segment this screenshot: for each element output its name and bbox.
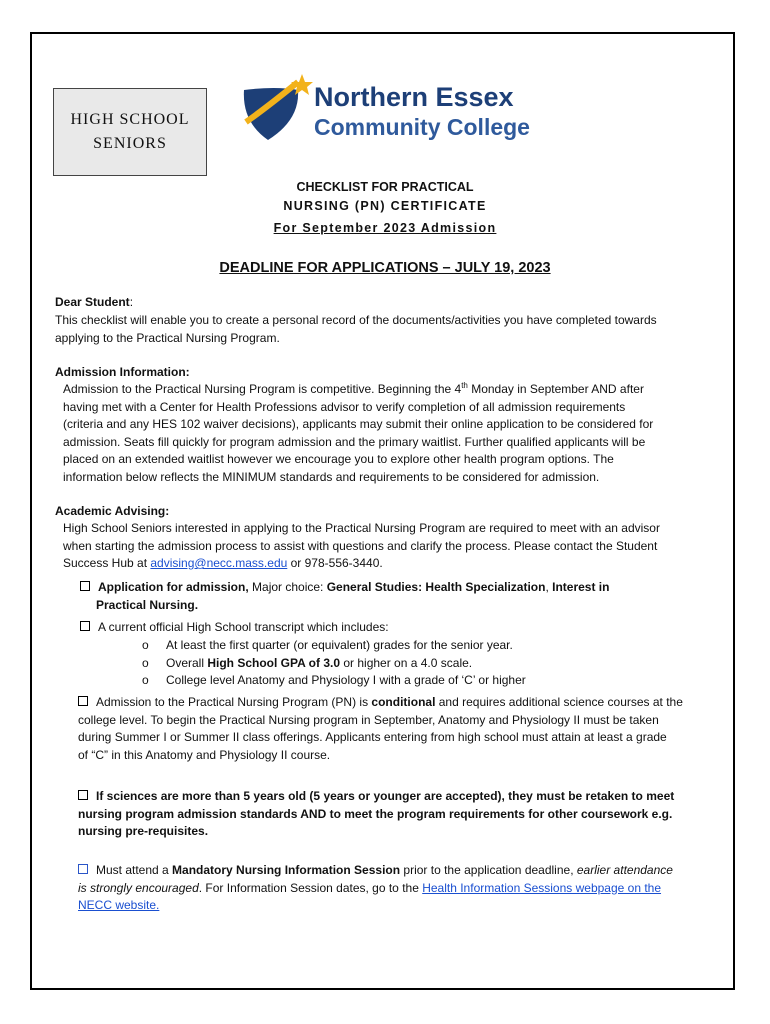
checkbox-conditional[interactable]: [78, 696, 88, 706]
checklist-item-application: [80, 579, 730, 614]
item3-line-2: college level. To begin the Practical Nursing program in September, Anatomy and Physiology II must be taken: [78, 712, 659, 727]
advising-line-3a: Success Hub at: [63, 556, 151, 570]
checklist-item-transcript: [80, 619, 730, 637]
title-line-1: CHECKLIST FOR PRACTICAL: [296, 180, 474, 194]
admission-paragraph: [63, 381, 733, 486]
admission-heading: Admission Information:: [55, 365, 190, 379]
shield-star-icon: [236, 72, 316, 152]
badge-line-2: SENIORS: [93, 135, 167, 152]
sub2-a: Overall: [166, 655, 208, 670]
necc-logo: [236, 72, 546, 152]
sublist-item-1: [142, 637, 732, 655]
item5-d: earlier attendance: [576, 863, 673, 877]
item4-line-1: If sciences are more than 5 years old (5 years or younger are accepted), they must be retaken to meet: [96, 789, 675, 803]
item5-e: is strongly encouraged: [78, 880, 199, 895]
item5-c: prior to the application deadline,: [400, 863, 577, 877]
advising-paragraph: [63, 520, 733, 573]
item2-intro: A current official High School transcript which includes:: [98, 620, 389, 634]
admission-line-6: information below reflects the MINIMUM standards and requirements to be considered for admission.: [63, 469, 600, 484]
admission-line-3: (criteria and any HES 102 waiver decisions), applicants may submit their online application to be considered for: [63, 417, 654, 431]
item1-comma: ,: [545, 580, 553, 594]
necc-website-link[interactable]: NECC website.: [78, 898, 160, 912]
checkbox-application[interactable]: [80, 581, 90, 591]
sub2-c: or higher on a 4.0 scale.: [340, 655, 473, 670]
admission-line-1: [63, 381, 733, 399]
logo-line-1: Northern Essex: [314, 82, 514, 112]
logo-line-2: Community College: [314, 114, 530, 140]
item3-a: Admission to the Practical Nursing Program (PN) is: [96, 695, 372, 709]
item1-bold2: General Studies: Health Specialization: [326, 580, 546, 594]
title-line-3: For September 2023 Admission: [273, 221, 497, 235]
sub1-text: At least the first quarter (or equivalent) grades for the senior year.: [166, 638, 513, 652]
checklist-item-info-session: [78, 862, 738, 915]
item4-line-3: nursing pre-requisites.: [78, 824, 209, 838]
checkbox-info-session[interactable]: [78, 864, 88, 874]
checklist-item-sciences: [78, 788, 738, 841]
transcript-sublist: [142, 637, 732, 690]
badge-line-1: HIGH SCHOOL: [70, 111, 190, 128]
admission-line-4: admission. Seats fill quickly for program admission and the primary waitlist. Further qualified applicants will be: [63, 434, 646, 449]
high-school-seniors-badge: [53, 88, 207, 176]
item4-line-2: nursing program admission standards AND to meet the program requirements for other coursework e.g.: [78, 806, 673, 821]
greeting: [55, 294, 735, 312]
advising-line-3: [63, 555, 733, 573]
intro-line-2: applying to the Practical Nursing Program.: [55, 330, 280, 345]
admission-line-1b: Monday in September AND after: [467, 382, 644, 396]
admission-line-5: placed on an extended waitlist however we encourage you to explore other health program options. The: [63, 452, 614, 466]
sublist-item-3: [142, 672, 732, 690]
intro-line-1: This checklist will enable you to create a personal record of the documents/activities you have completed towards: [55, 313, 657, 327]
admission-line-1a: Admission to the Practical Nursing Program is competitive. Beginning the 4: [63, 382, 462, 396]
item1-line-2: Practical Nursing.: [96, 597, 199, 612]
item1-bold1: Application for admission,: [98, 580, 249, 594]
admission-sup: th: [461, 381, 468, 390]
bullet-icon: o: [142, 638, 149, 652]
advising-email-link[interactable]: advising@necc.mass.edu: [150, 556, 288, 570]
checkbox-transcript[interactable]: [80, 621, 90, 631]
item3-line-3: during Summer I or Summer II class offerings. Applicants entering from high school must attain at least a grade: [78, 730, 667, 744]
advising-line-1: High School Seniors interested in applying to the Practical Nursing Program are required to meet with an advisor: [63, 521, 660, 535]
advising-line-3b: or 978-556-3440.: [287, 556, 383, 570]
item5-f: . For Information Session dates, go to the: [198, 880, 423, 895]
item5-a: Must attend a: [96, 863, 173, 877]
item3-line-4: of “C” in this Anatomy and Physiology II course.: [78, 747, 331, 762]
checklist-item-conditional: [78, 694, 738, 764]
item3-b: conditional: [371, 695, 436, 709]
checkbox-sciences[interactable]: [78, 790, 88, 800]
item5-b: Mandatory Nursing Information Session: [172, 863, 401, 877]
deadline-heading: DEADLINE FOR APPLICATIONS – JULY 19, 2023: [219, 260, 551, 276]
title-line-2: NURSING (PN) CERTIFICATE: [283, 199, 487, 213]
item1-plain: Major choice:: [248, 580, 327, 594]
info-sessions-link[interactable]: Health Information Sessions webpage on the: [422, 880, 662, 895]
advising-line-2: when starting the admission process to assist with questions and clarify the process. Please contact the Student: [63, 538, 658, 553]
greeting-label: Dear Student: [55, 295, 130, 309]
admission-line-2: having met with a Center for Health Professions advisor to verify completion of all admission requirements: [63, 399, 626, 414]
item3-c: and requires additional science courses at the: [435, 695, 683, 709]
bullet-icon: o: [142, 673, 149, 687]
advising-heading: Academic Advising:: [55, 504, 170, 518]
intro-paragraph: [55, 312, 735, 347]
sublist-item-2: [142, 655, 732, 673]
item1-bold3: Interest in: [552, 580, 610, 594]
bullet-icon: o: [142, 655, 149, 670]
sub2-b: High School GPA of 3.0: [207, 655, 341, 670]
sub3-text: College level Anatomy and Physiology I with a grade of ‘C’ or higher: [166, 673, 526, 687]
greeting-colon: :: [129, 295, 134, 309]
